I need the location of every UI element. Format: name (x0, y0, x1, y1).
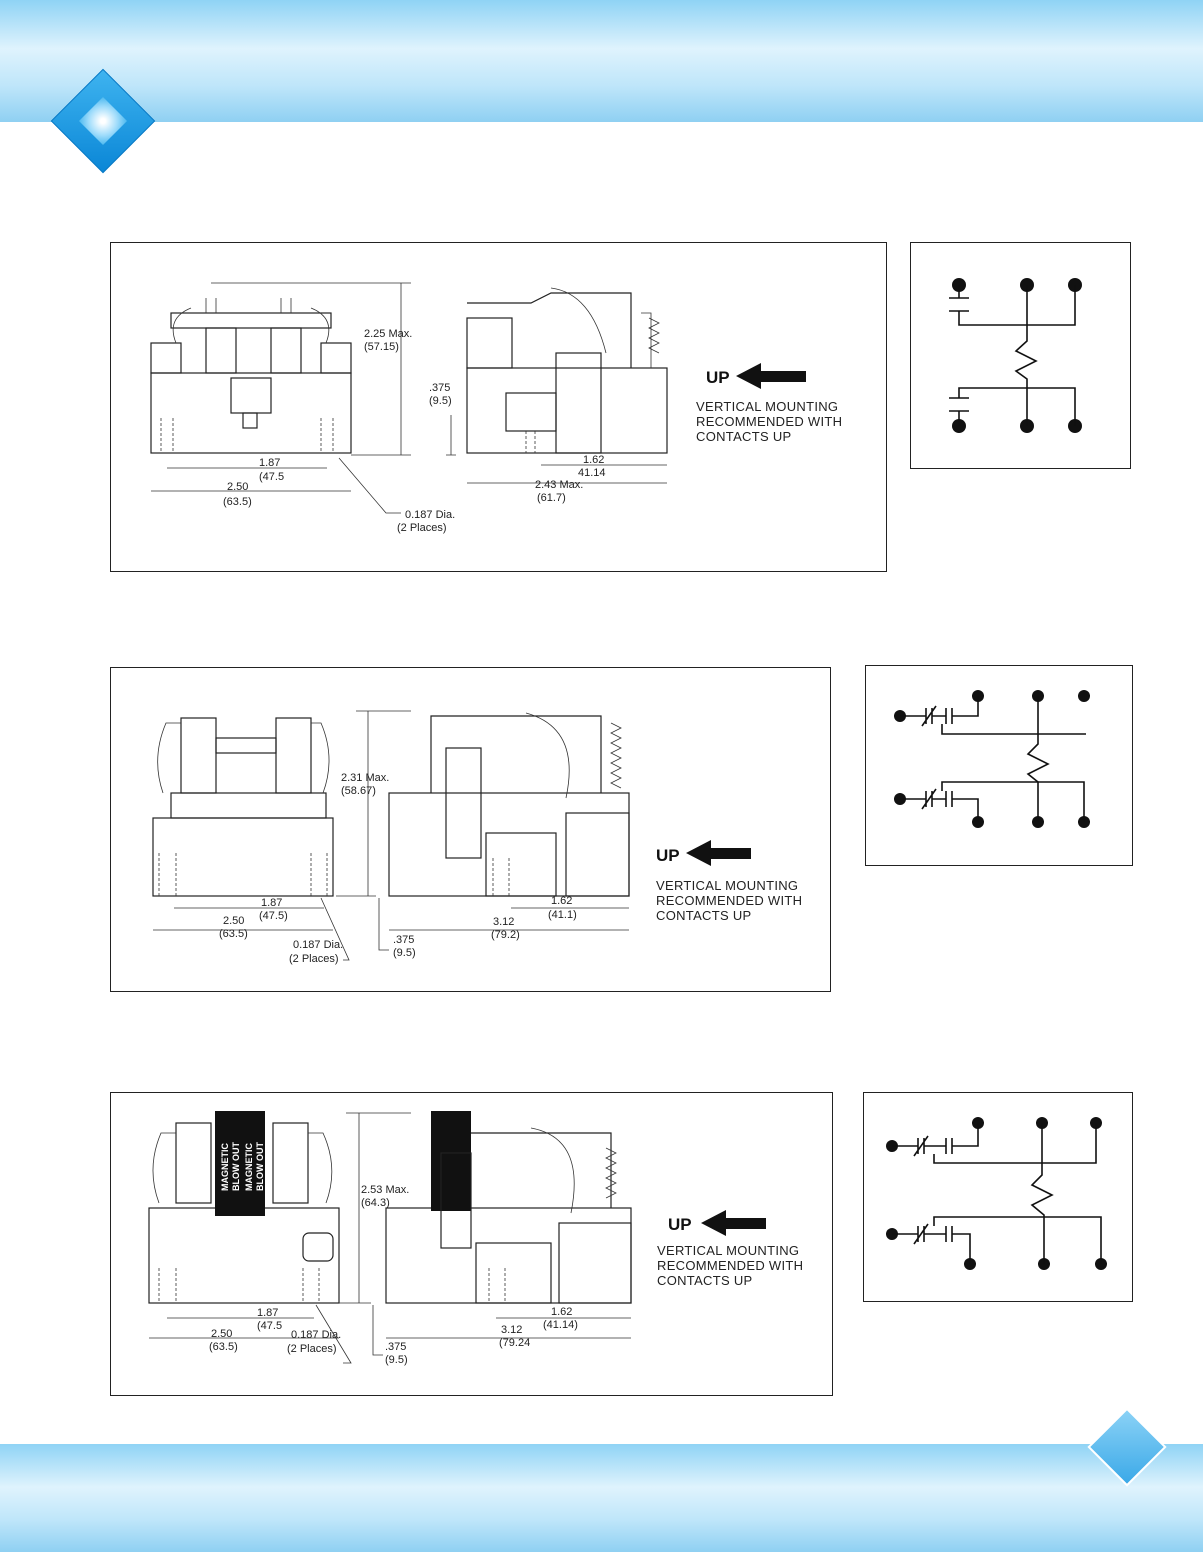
lower-contact-circuit (892, 1217, 1101, 1264)
fig2-hole-note: (2 Places) (289, 953, 339, 965)
side-frame (431, 716, 601, 793)
fig1-note-line1: VERTICAL MOUNTING (696, 399, 839, 414)
schematic-3-svg (864, 1093, 1132, 1301)
front-leads (158, 723, 329, 793)
side-lead (551, 288, 606, 353)
side-coil (467, 318, 512, 368)
blowout-label-2: BLOW OUT (255, 1142, 265, 1191)
fig1-note-line3: CONTACTS UP (696, 429, 792, 444)
side-mount-hole (489, 1268, 505, 1303)
front-armature (171, 313, 331, 328)
schematic-2-svg (866, 666, 1132, 865)
side-lead (526, 713, 569, 798)
side-spring (641, 313, 659, 368)
blowout-label-1: BLOW OUT (231, 1142, 241, 1191)
front-coil-left (176, 1123, 211, 1203)
figure-1-svg (111, 243, 886, 571)
fig2-pin-label: .375 (393, 934, 415, 946)
lower-contact-circuit (900, 782, 1084, 822)
fig1-note-line2: RECOMMENDED WITH (696, 414, 843, 429)
lower-contact-circuit (949, 388, 1075, 426)
front-right-terminal (321, 343, 351, 373)
side-frame (467, 293, 631, 368)
fig3-width-mm: (63.5) (209, 1341, 238, 1353)
fig2-depth-label: 3.12 (493, 916, 515, 928)
figure-3-schematic (863, 1092, 1133, 1302)
fig1-pin-mm: (9.5) (429, 395, 452, 407)
diamond-highlight (79, 97, 127, 145)
fig1-width-label: 2.50 (227, 481, 249, 493)
front-body (153, 818, 333, 896)
fig3-side-mm: (41.14) (543, 1319, 578, 1331)
fig3-hole-label: 0.187 Dia. (291, 1329, 342, 1341)
fig1-width-mm: (63.5) (223, 496, 252, 508)
side-body (467, 368, 667, 453)
fig2-note-line1: VERTICAL MOUNTING (656, 878, 799, 893)
front-coil-left (181, 718, 216, 793)
schematic-1-svg (911, 243, 1130, 468)
fig2-up-arrow (686, 840, 751, 866)
front-coil-right (271, 328, 301, 373)
fig3-width-label: 2.50 (211, 1328, 233, 1340)
fig1-height-label: 2.25 Max. (364, 328, 413, 340)
fig2-height-label: 2.31 Max. (341, 772, 390, 784)
front-mount-holes (159, 1268, 319, 1303)
upper-contact-circuit (949, 285, 1075, 325)
upper-contact-circuit (900, 696, 1086, 734)
fig2-pin-mm: (9.5) (393, 947, 416, 959)
fig1-depth-label: 2.43 Max. (535, 479, 584, 491)
side-block (506, 393, 556, 431)
magnetic-label-2: MAGNETIC (244, 1143, 254, 1191)
fig3-height-mm: (64.3) (361, 1197, 390, 1209)
front-springs (206, 298, 291, 313)
terminal-dot (1078, 690, 1090, 702)
fig3-depth-mm: (79.24 (499, 1337, 531, 1349)
fig2-height-mm: (58.67) (341, 785, 376, 797)
fig2-note-line2: RECOMMENDED WITH (656, 893, 803, 908)
figure-1-schematic (910, 242, 1131, 469)
front-coil-left (206, 328, 236, 373)
fig1-depth-mm: (61.7) (537, 492, 566, 504)
front-armature (216, 738, 276, 753)
front-left-terminal (151, 343, 181, 373)
coil-symbol (1016, 325, 1036, 426)
front-terminal-cap (303, 1233, 333, 1261)
fig3-spacing-label: 1.87 (257, 1307, 279, 1319)
header-band (0, 0, 1203, 122)
side-lead (531, 1128, 574, 1213)
side-block (486, 833, 556, 896)
side-frame (471, 1133, 611, 1208)
fig3-side-label: 1.62 (551, 1306, 573, 1318)
coil-symbol (1032, 1163, 1052, 1264)
fig2-depth-mm: (79.2) (491, 929, 520, 941)
fig1-pin-dim-line (446, 415, 456, 455)
side-contact-block (559, 1223, 631, 1303)
fig2-side-label: 1.62 (551, 895, 573, 907)
fig1-hole-leader (339, 458, 401, 513)
side-blow-out-block (431, 1111, 471, 1211)
side-contact-block (566, 813, 629, 896)
coil-symbol (1028, 734, 1048, 822)
fig1-spacing-label: 1.87 (259, 457, 281, 469)
fig2-pin-leader (379, 898, 389, 950)
magnetic-label-1: MAGNETIC (220, 1143, 230, 1191)
figure-3-dimension-drawing (110, 1092, 833, 1396)
front-coil-right (276, 718, 311, 793)
side-block (476, 1243, 551, 1303)
fig3-pin-mm: (9.5) (385, 1354, 408, 1366)
fig1-height-mm: (57.15) (364, 341, 399, 353)
fig3-note-line2: RECOMMENDED WITH (657, 1258, 804, 1273)
figure-2-svg (111, 668, 830, 991)
front-mount-holes (159, 853, 327, 896)
fig1-hole-note: (2 Places) (397, 522, 447, 534)
fig2-height-dim-line (336, 711, 411, 896)
upper-contact-circuit (892, 1123, 1096, 1163)
fig2-note-line3: CONTACTS UP (656, 908, 752, 923)
fig3-up-label: UP (668, 1215, 692, 1234)
side-body (386, 1208, 631, 1303)
fig2-up-label: UP (656, 846, 680, 865)
front-body (149, 1208, 339, 1303)
footer-band (0, 1444, 1203, 1552)
fig1-pin-label: .375 (429, 382, 451, 394)
front-center-block (231, 378, 271, 413)
fig3-up-arrow (701, 1210, 766, 1236)
figure-2-schematic (865, 665, 1133, 866)
fig3-pin-leader (373, 1305, 383, 1355)
fig2-spacing-mm: (47.5) (259, 910, 288, 922)
figure-1-dimension-drawing (110, 242, 887, 572)
fig1-up-arrow (736, 363, 806, 389)
front-upper-body (171, 793, 326, 818)
front-coil-right (273, 1123, 308, 1203)
figure-3-svg (111, 1093, 832, 1395)
fig3-pin-label: .375 (385, 1341, 407, 1353)
side-spring (611, 723, 621, 788)
fig3-height-label: 2.53 Max. (361, 1184, 410, 1196)
side-coil (446, 748, 481, 858)
fig1-side-mm: 41.14 (578, 467, 606, 479)
fig3-note-line1: VERTICAL MOUNTING (657, 1243, 800, 1258)
fig2-hole-label: 0.187 Dia. (293, 939, 344, 951)
fig2-side-mm: (41.1) (548, 909, 577, 921)
fig2-width-mm: (63.5) (219, 928, 248, 940)
fig1-height-dim-line (211, 283, 411, 455)
fig1-side-label: 1.62 (583, 454, 605, 466)
side-mount-hole (493, 858, 509, 896)
fig1-up-label: UP (706, 368, 730, 387)
fig1-hole-label: 0.187 Dia. (405, 509, 456, 521)
fig3-depth-label: 3.12 (501, 1324, 523, 1336)
fig1-spacing-mm: (47.5 (259, 471, 285, 483)
side-mount-hole (526, 431, 535, 453)
fig3-hole-note: (2 Places) (287, 1343, 337, 1355)
fig3-spacing-mm: (47.5 (257, 1320, 283, 1332)
fig2-width-label: 2.50 (223, 915, 245, 927)
front-mount-holes (161, 418, 333, 453)
figure-2-dimension-drawing (110, 667, 831, 992)
front-plunger (243, 413, 257, 428)
fig3-note-line3: CONTACTS UP (657, 1273, 753, 1288)
fig2-spacing-label: 1.87 (261, 897, 283, 909)
